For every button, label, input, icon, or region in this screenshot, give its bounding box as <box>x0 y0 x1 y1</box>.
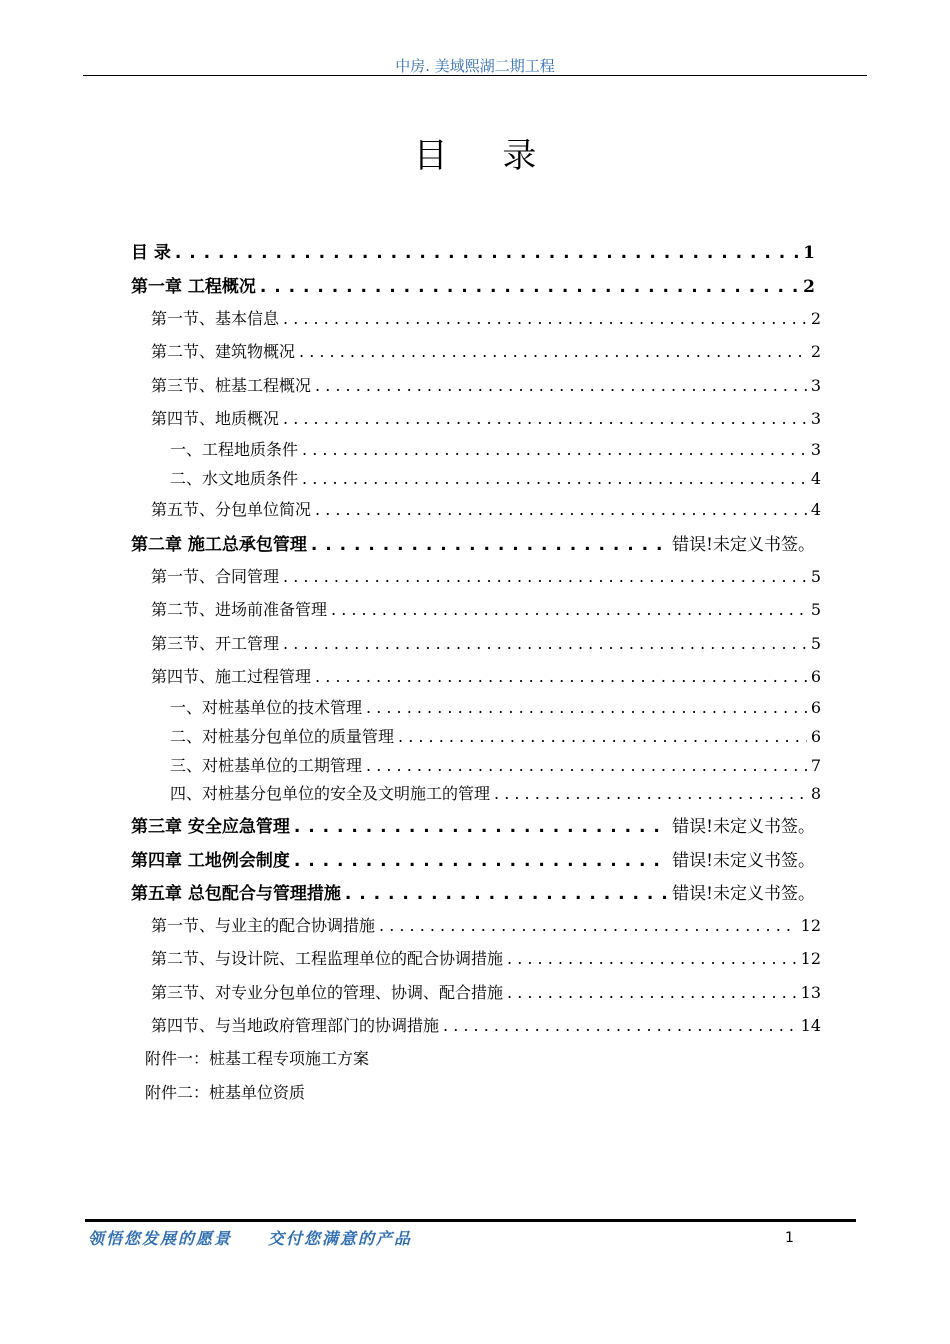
toc-entry[interactable] <box>151 339 821 362</box>
toc-leader <box>283 634 807 653</box>
toc-leader <box>366 756 807 775</box>
toc-entry[interactable] <box>170 724 821 747</box>
toc-entry-page: 6 <box>810 727 821 746</box>
toc-leader <box>345 884 668 904</box>
toc-entry-page: 6 <box>810 667 821 686</box>
toc-entry-title: 第二节、进场前准备管理 <box>151 600 328 619</box>
toc-entry-page: 4 <box>810 469 821 488</box>
toc-entry-page: 2 <box>803 277 815 297</box>
toc-entry-page: 4 <box>810 500 821 519</box>
toc-entry[interactable] <box>131 272 815 297</box>
toc-entry-page: 错误!未定义书签。 <box>672 817 815 837</box>
toc-entry[interactable] <box>170 753 821 776</box>
footer-slogan-2: 交付您满意的产品 <box>268 1229 413 1248</box>
toc-entry[interactable] <box>170 781 821 804</box>
footer-rule <box>85 1219 856 1222</box>
toc-leader <box>294 817 668 837</box>
toc-entry-title: 一、工程地质条件 <box>170 440 299 459</box>
toc-entry[interactable] <box>170 466 821 489</box>
toc-entry-page: 错误!未定义书签。 <box>672 535 815 555</box>
toc-leader <box>283 567 807 586</box>
toc-entry-page: 5 <box>810 634 821 653</box>
toc-entry[interactable] <box>170 695 821 718</box>
appendix-title: 附件二：桩基单位资质 <box>145 1083 306 1102</box>
toc-entry-title: 第三节、开工管理 <box>151 634 280 653</box>
toc-entry[interactable] <box>170 437 821 460</box>
toc-entry[interactable] <box>151 664 821 687</box>
footer-slogan <box>88 1226 412 1249</box>
toc-entry[interactable] <box>151 597 821 620</box>
toc-entry-title: 一、对桩基单位的技术管理 <box>170 698 363 717</box>
toc-entry-title: 第一章 工程概况 <box>131 277 256 297</box>
toc-leader <box>507 949 797 968</box>
appendix-item[interactable] <box>145 1080 305 1103</box>
toc-leader <box>311 535 668 555</box>
toc-leader <box>331 600 807 619</box>
toc-entry-page: 5 <box>810 567 821 586</box>
toc-entry[interactable] <box>151 631 821 654</box>
toc-entry[interactable] <box>131 238 815 263</box>
toc-entry[interactable] <box>131 812 815 837</box>
toc-entry-title: 四、对桩基分包单位的安全及文明施工的管理 <box>170 784 491 803</box>
toc-entry-page: 7 <box>810 756 821 775</box>
page-title: 目 录 <box>413 136 559 176</box>
toc-entry-title: 第一节、与业主的配合协调措施 <box>151 916 376 935</box>
toc-entry-title: 第四节、与当地政府管理部门的协调措施 <box>151 1016 440 1035</box>
toc-leader <box>494 784 807 803</box>
footer-slogan-1: 领悟您发展的愿景 <box>88 1229 233 1248</box>
toc-entry-page: 错误!未定义书签。 <box>672 851 815 871</box>
toc-leader <box>507 983 797 1002</box>
toc-entry[interactable] <box>151 980 821 1003</box>
toc-entry[interactable] <box>131 879 815 904</box>
toc-entry[interactable] <box>151 564 821 587</box>
toc-leader <box>315 500 807 519</box>
toc-leader <box>283 309 807 328</box>
toc-entry-page: 12 <box>800 916 821 935</box>
toc-entry-page: 6 <box>810 698 821 717</box>
toc-entry-title: 三、对桩基单位的工期管理 <box>170 756 363 775</box>
toc-entry-title: 第四章 工地例会制度 <box>131 851 290 871</box>
toc-leader <box>302 469 807 488</box>
toc-leader <box>260 277 799 297</box>
toc-entry-title: 第二节、与设计院、工程监理单位的配合协调措施 <box>151 949 504 968</box>
toc-entry-title: 目 录 <box>131 243 171 263</box>
toc-entry[interactable] <box>151 913 821 936</box>
toc-entry-page: 14 <box>800 1016 821 1035</box>
toc-entry[interactable] <box>151 497 821 520</box>
toc-leader <box>302 440 807 459</box>
toc-entry-title: 二、对桩基分包单位的质量管理 <box>170 727 395 746</box>
toc-leader <box>175 243 799 263</box>
toc-entry-title: 第五节、分包单位简况 <box>151 500 312 519</box>
toc-entry-title: 第三节、桩基工程概况 <box>151 376 312 395</box>
toc-entry[interactable] <box>151 406 821 429</box>
toc-leader <box>443 1016 797 1035</box>
toc-entry-page: 3 <box>810 376 821 395</box>
toc-entry-page: 3 <box>810 440 821 459</box>
toc-entry-page: 8 <box>810 784 821 803</box>
page-number: 1 <box>785 1230 794 1246</box>
toc-entry[interactable] <box>151 306 821 329</box>
toc-entry-page: 13 <box>800 983 821 1002</box>
toc-entry-title: 第四节、地质概况 <box>151 409 280 428</box>
toc-leader <box>315 667 807 686</box>
toc-leader <box>379 916 797 935</box>
toc-entry[interactable] <box>151 373 821 396</box>
toc-entry[interactable] <box>151 946 821 969</box>
toc-leader <box>315 376 807 395</box>
toc-entry[interactable] <box>131 846 815 871</box>
toc-entry[interactable] <box>131 530 815 555</box>
toc-leader <box>366 698 807 717</box>
toc-entry-page: 12 <box>800 949 821 968</box>
toc-entry[interactable] <box>151 1013 821 1036</box>
toc-entry-title: 第二章 施工总承包管理 <box>131 535 307 555</box>
appendix-item[interactable] <box>145 1046 369 1069</box>
toc-entry-page: 5 <box>810 600 821 619</box>
toc-entry-page: 错误!未定义书签。 <box>672 884 815 904</box>
toc-entry-title: 二、水文地质条件 <box>170 469 299 488</box>
toc-leader <box>283 409 807 428</box>
toc-entry-title: 第一节、基本信息 <box>151 309 280 328</box>
toc-entry-page: 2 <box>810 309 821 328</box>
appendix-title: 附件一：桩基工程专项施工方案 <box>145 1049 370 1068</box>
toc-entry-title: 第五章 总包配合与管理措施 <box>131 884 341 904</box>
toc-entry-page: 3 <box>810 409 821 428</box>
running-header: 中房. 美域熙湖二期工程 <box>395 57 555 75</box>
toc-entry-title: 第三章 安全应急管理 <box>131 817 290 837</box>
toc-leader <box>294 851 668 871</box>
toc-entry-page: 2 <box>810 342 821 361</box>
toc-leader <box>398 727 807 746</box>
toc-leader <box>299 342 807 361</box>
toc-entry-title: 第一节、合同管理 <box>151 567 280 586</box>
toc-entry-title: 第二节、建筑物概况 <box>151 342 296 361</box>
toc-entry-title: 第四节、施工过程管理 <box>151 667 312 686</box>
toc-entry-title: 第三节、对专业分包单位的管理、协调、配合措施 <box>151 983 504 1002</box>
toc-entry-page: 1 <box>803 243 815 263</box>
